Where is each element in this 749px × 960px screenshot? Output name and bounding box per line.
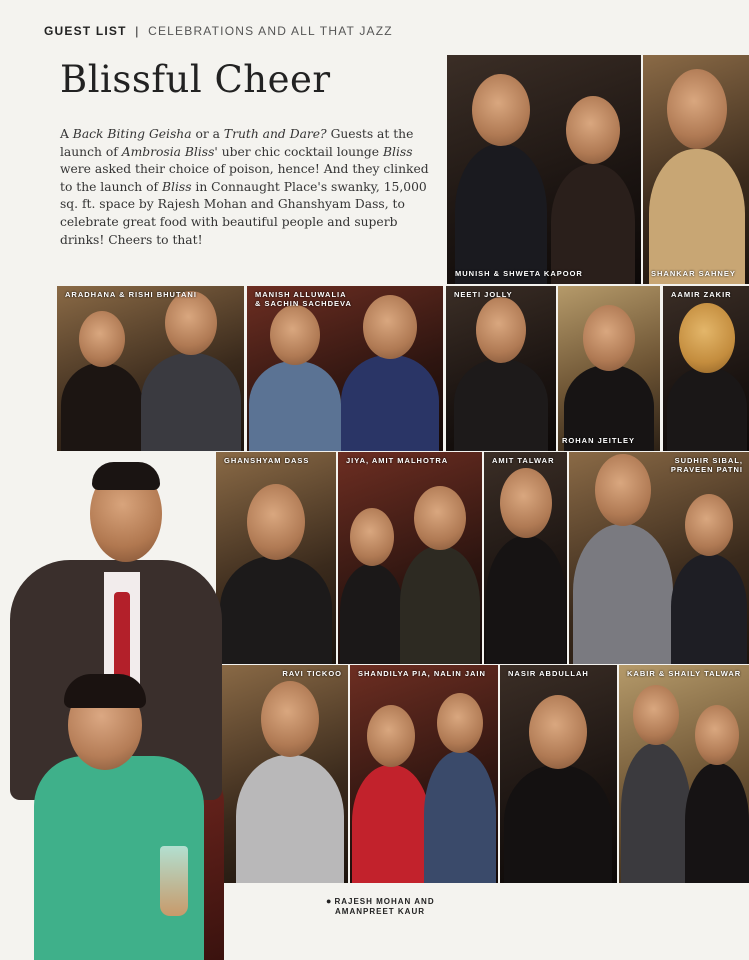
person-head xyxy=(667,69,727,149)
photo-neeti-jolly xyxy=(446,286,556,451)
person-head xyxy=(165,291,217,355)
person-head xyxy=(476,297,526,363)
photo-aradhana-rishi xyxy=(57,286,244,451)
photo-caption: NASIR ABDULLAH xyxy=(508,669,589,678)
person-head xyxy=(350,508,394,566)
person-silhouette xyxy=(61,363,143,451)
photo-sudhir-praveen xyxy=(569,452,749,664)
header-separator: | xyxy=(135,24,140,38)
caption-line: SUDHIR SIBAL, xyxy=(674,456,743,465)
photo-shandilya-nalin xyxy=(350,665,498,883)
person-silhouette xyxy=(667,367,747,451)
intro-text: were asked their choice of poison, hence! And they clinked to the launch of xyxy=(60,162,429,194)
woman-hair xyxy=(64,674,146,708)
person-silhouette xyxy=(454,359,548,451)
man-hair xyxy=(92,462,160,490)
person-silhouette xyxy=(685,763,749,883)
photo-ravi-tickoo xyxy=(216,665,348,883)
person-head xyxy=(247,484,305,560)
caption-line: & SACHIN SACHDEVA xyxy=(255,299,352,308)
person-head xyxy=(261,681,319,757)
person-head xyxy=(472,74,530,146)
person-silhouette xyxy=(220,556,332,664)
person-silhouette xyxy=(424,751,496,883)
article-intro xyxy=(60,126,440,249)
article-title: Blissful Cheer xyxy=(60,58,331,101)
person-silhouette xyxy=(504,765,612,883)
photo-caption: ROHAN JEITLEY xyxy=(562,436,636,445)
photo-manish-sachin xyxy=(247,286,443,451)
person-head xyxy=(685,494,733,556)
photo-caption: SHANKAR SAHNEY xyxy=(651,269,736,278)
person-head xyxy=(679,303,735,373)
person-head xyxy=(695,705,739,765)
person-head xyxy=(633,685,679,745)
intro-italic: Bliss xyxy=(161,179,192,194)
person-silhouette xyxy=(621,743,691,883)
person-head xyxy=(437,693,483,753)
section-label: GUEST LIST xyxy=(44,24,127,38)
person-head xyxy=(595,454,651,526)
person-silhouette xyxy=(400,546,480,664)
person-silhouette xyxy=(340,564,404,664)
person-silhouette xyxy=(249,361,341,451)
person-head xyxy=(583,305,635,371)
intro-italic: Ambrosia Bliss' xyxy=(121,144,218,159)
intro-text: Guests at the launch of xyxy=(60,127,414,159)
photo-caption: SHANDILYA PIA, NALIN JAIN xyxy=(358,669,486,678)
photo-caption: AAMIR ZAKIR xyxy=(671,290,732,299)
intro-italic: Truth and Dare? xyxy=(223,127,327,141)
intro-italic: Back Biting Geisha xyxy=(72,127,192,141)
photo-jiya-amit xyxy=(338,452,482,664)
person-silhouette xyxy=(551,164,635,284)
person-head xyxy=(500,468,552,538)
person-head xyxy=(79,311,125,367)
caption-line: AMANPREET KAUR xyxy=(335,907,425,916)
photo-caption: MUNISH & SHWETA KAPOOR xyxy=(455,269,583,278)
photo-caption: GHANSHYAM DASS xyxy=(224,456,310,465)
caption-line: PRAVEEN PATNI xyxy=(670,465,743,474)
photo-ghanshyam-dass xyxy=(216,452,336,664)
person-head xyxy=(367,705,415,767)
person-silhouette xyxy=(341,355,439,451)
photo-rajesh-amanpreet xyxy=(8,462,224,960)
person-silhouette xyxy=(671,554,747,664)
photo-nasir-abdullah xyxy=(500,665,617,883)
bullet-icon: ● xyxy=(326,896,333,906)
person-head xyxy=(566,96,620,164)
cocktail-glass xyxy=(160,846,188,916)
photo-aamir-zakir xyxy=(663,286,749,451)
man-tie xyxy=(114,592,130,680)
person-head xyxy=(363,295,417,359)
main-photo-caption xyxy=(326,896,435,917)
person-silhouette xyxy=(141,353,241,451)
photo-caption xyxy=(255,290,352,308)
photo-caption: RAVI TICKOO xyxy=(282,669,342,678)
person-silhouette xyxy=(455,144,547,284)
photo-kabir-shaily xyxy=(619,665,749,883)
person-silhouette xyxy=(236,755,344,883)
person-silhouette xyxy=(649,149,745,284)
photo-shankar-sahney xyxy=(643,55,749,284)
person-head xyxy=(414,486,466,550)
section-subtitle: CELEBRATIONS AND ALL THAT JAZZ xyxy=(148,24,393,38)
person-silhouette xyxy=(352,765,430,883)
caption-line: MANISH ALLUWALIA xyxy=(255,290,347,299)
photo-munish-shweta xyxy=(447,55,641,284)
photo-caption: JIYA, AMIT MALHOTRA xyxy=(346,456,449,465)
caption-line: RAJESH MOHAN AND xyxy=(334,897,435,906)
intro-text: in Connaught Place's swanky, 15,000 sq. ft. space by Rajesh Mohan and Ghanshyam Dass, to celebrate great food with beautiful people and superb drinks! Cheers to that! xyxy=(60,179,427,247)
person-silhouette xyxy=(573,524,673,664)
intro-text: or a xyxy=(191,127,224,141)
person-head xyxy=(270,305,320,365)
photo-caption: NEETI JOLLY xyxy=(454,290,513,299)
person-head xyxy=(529,695,587,769)
photo-rohan-jeitley xyxy=(558,286,660,451)
photo-caption: ARADHANA & RISHI BHUTANI xyxy=(65,290,197,299)
photo-caption: AMIT TALWAR xyxy=(492,456,555,465)
section-header xyxy=(44,24,393,38)
photo-amit-talwar xyxy=(484,452,567,664)
person-silhouette xyxy=(486,536,566,664)
photo-caption xyxy=(671,456,743,474)
intro-text: A xyxy=(60,127,73,141)
photo-caption: KABIR & SHAILY TALWAR xyxy=(627,669,742,678)
intro-italic: Bliss xyxy=(383,144,413,159)
intro-text: uber chic cocktail lounge xyxy=(217,144,383,159)
